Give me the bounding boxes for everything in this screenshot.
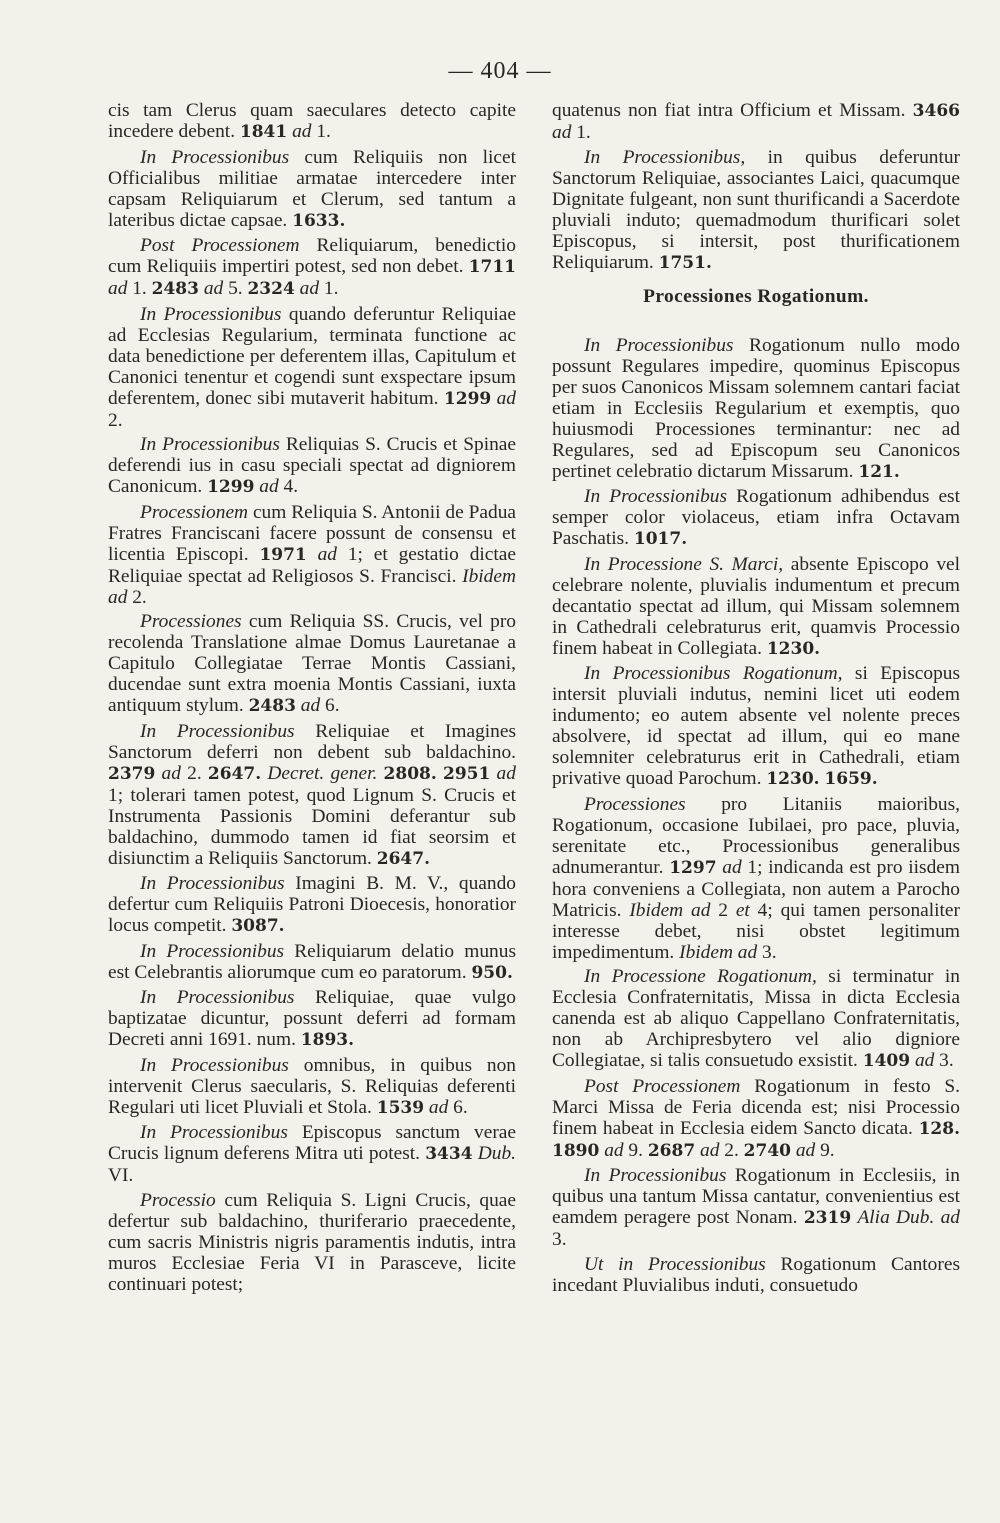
paragraph: In Processionibus Rogationum in Ecclesiis, in quibus una tantum Missa cantatur, convenientius est eamdem peragere post Nonam. 2319 Alia Dub. ad 3. xyxy=(552,1165,960,1250)
paragraph: In Processionibus Rogationum nullo modo possunt Regulares impedire, quominus Episcopus per suos Canonicos Missam solemnem cantari faciat etiam in Ecclesiis Regularium et exemptis, quo huiusmodi Processiones terminantur: nec ad Regulares, sed ad Episcopum seu Canonicos pertinet celebratio dictarum Missarum. 121. xyxy=(552,334,960,482)
right-column-bottom xyxy=(552,335,960,1296)
paragraph: In Processionibus quando deferuntur Reliquiae ad Ecclesias Regularium, terminata functione ac data benedictione per deferentem illas, Capitulum et Canonici tenentur et cogendi sunt exspectare ipsum deferentem, donec sibi mutaverit habitum. 1299 ad 2. xyxy=(108,303,516,431)
right-column xyxy=(552,100,960,1299)
paragraph: quatenus non fiat intra Officium et Missam. 3466 ad 1. xyxy=(552,100,960,143)
paragraph: Processiones pro Litaniis maioribus, Rogationum, occasione Iubilaei, pro pace, pluvia, serenitate etc., Processionibus generalibus adnumerantur. 1297 ad 1; indicanda est pro iisdem hora conveniens a Collegiata, non autem a Parocho Matricis. Ibidem ad 2 et 4; qui tamen personaliter interesse debet, nisi obstet legitimum impedimentum. Ibidem ad 3. xyxy=(552,793,960,963)
paragraph: In Processionibus Episcopus sanctum verae Crucis lignum deferens Mitra uti potest. 3434 Dub. VI. xyxy=(108,1122,516,1186)
paragraph: In Processionibus Rogationum adhibendus est semper color violaceus, etiam infra Octavam Paschatis. 1017. xyxy=(552,486,960,549)
paragraph: In Processionibus Reliquiae et Imagines Sanctorum deferri non debent sub baldachino. 2379 ad 2. 2647. Decret. gener. 2808. 2951 ad 1; tolerari tamen potest, quod Lignum S. Crucis et Instrumenta Passionis Domini deferantur sub baldachino, dummodo tamen id fiat seorsim et disiunctim a Reliquiis Sanctorum. 2647. xyxy=(108,720,517,869)
paragraph: Processionem cum Reliquia S. Antonii de Padua Fratres Franciscani facere possunt de consensu et licentia Episcopi. 1971 ad 1; et gestatio dictae Reliquiae spectat ad Religiosos S. Francisci. Ibidem ad 2. xyxy=(108,501,516,608)
paragraph: Post Processionem Reliquiarum, benedictio cum Reliquiis impertiri potest, sed non debet. 1711 ad 1. 2483 ad 5. 2324 ad 1. xyxy=(108,235,516,299)
paragraph: In Processione S. Marci, absente Episcopo vel celebrare nolente, pluvialis indumentum et precum decantatio spectat ad illum, qui Missam solemnem in Cathedrali celebraturus erit, quamvis Processio finem habeat in Collegiata. 1230. xyxy=(552,553,961,659)
paragraph: In Processionibus Reliquias S. Crucis et Spinae deferendi ius in casu speciali spectat ad digniorem Canonicum. 1299 ad 4. xyxy=(108,434,516,497)
paragraph: In Processionibus Imagini B. M. V., quando defertur cum Reliquiis Patroni Dioecesis, honoratior locus competit. 3087. xyxy=(108,873,516,936)
section-heading: Processiones Rogationum. xyxy=(643,285,869,307)
paragraph: In Processionibus, in quibus deferuntur Sanctorum Reliquiae, associantes Laici, quacumque Dignitate fulgeant, non sunt thurificandi a Sacerdote pluviali induto; quemadmodum thurificari solet Episcopus, si intersit, post thurificationem Reliquiarum. 1751. xyxy=(552,146,961,273)
paragraph: Ut in Processionibus Rogationum Cantores incedant Pluvialibus induti, consuetudo xyxy=(552,1253,960,1296)
paragraph: In Processionibus Rogationum, si Episcopus intersit pluviali indutus, nemini licet uti eodem indumento; eo autem absente vel nolente preces absolvere, id spectat ad illum, qui eo mane solemniter celebraturus erit in Cathedrali, etiam privative quoad Parochum. 1230. 1659. xyxy=(552,663,961,789)
paragraph: Post Processionem Rogationum in festo S. Marci Missa de Feria dicenda est; nisi Processio finem habeat in Ecclesia eidem Sancto dicata. 128. 1890 ad 9. 2687 ad 2. 2740 ad 9. xyxy=(552,1075,960,1161)
paragraph: In Processione Rogationum, si terminatur in Ecclesia Confraternitatis, Missa in dicta Ecclesia canenda est ab aliquo Cappellano Confraternitatis, non ab Archipresbytero vel alio digniore Collegiatae, si talis consuetudo exsistit. 1409 ad 3. xyxy=(552,966,960,1071)
paragraph: Processio cum Reliquia S. Ligni Crucis, quae defertur sub baldachino, thuriferario praecedente, cum sacris Ministris nigris paramentis indutis, intra muros Ecclesiae Feria VI in Parasceve, licite continuari potest; xyxy=(108,1189,516,1295)
paragraph: In Processionibus omnibus, in quibus non intervenit Clerus saecularis, S. Reliquias deferenti Regulari uti licet Pluviali et Stola. 1539 ad 6. xyxy=(108,1054,517,1118)
page-number: — 404 — xyxy=(448,58,552,84)
paragraph: cis tam Clerus quam saeculares detecto capite incedere debent. 1841 ad 1. xyxy=(108,100,516,142)
paragraph: In Processionibus Reliquiae, quae vulgo baptizatae dicuntur, possunt deferri ad formam Decreti anni 1691. num. 1893. xyxy=(108,987,516,1050)
right-column-top xyxy=(552,100,960,274)
paragraph: In Processionibus cum Reliquiis non licet Officialibus militiae armatae intercedere inter capsam Reliquiarum et Clerum, sed tantum a lateribus dictae capsae. 1633. xyxy=(108,146,516,231)
paragraph: Processiones cum Reliquia SS. Crucis, vel pro recolenda Translatione almae Domus Lauretanae a Capitulo Collegiatae Terrae Montis Cassiani, ducendae sunt extra moenia Montis Cassiani, iuxta antiquum stylum. 2483 ad 6. xyxy=(108,611,516,716)
left-column xyxy=(108,100,516,1298)
paragraph: In Processionibus Reliquiarum delatio munus est Celebrantis aliorumque cum eo paratorum. 950. xyxy=(108,940,516,983)
